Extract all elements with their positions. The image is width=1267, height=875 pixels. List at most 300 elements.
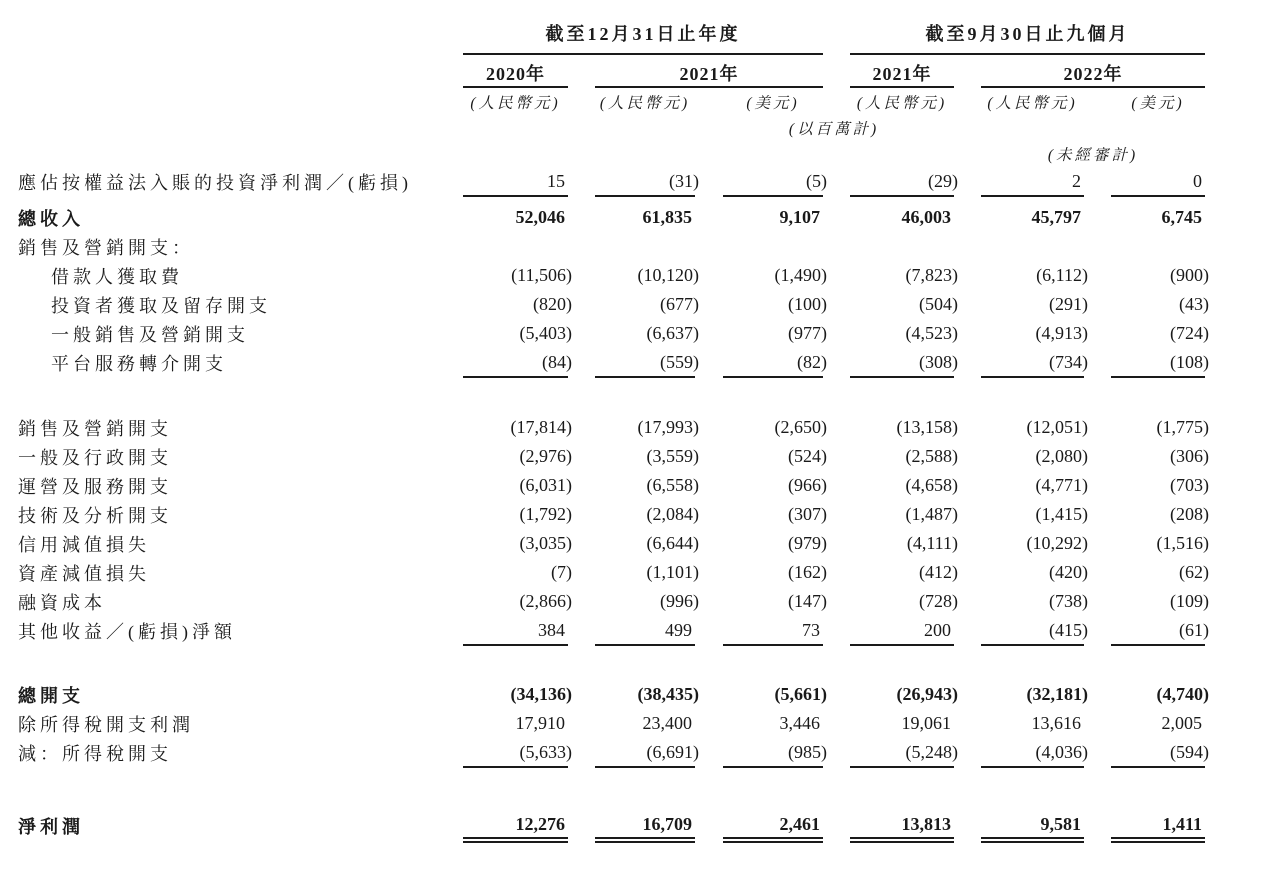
- row-label: 投資者獲取及留存開支: [51, 295, 271, 316]
- value-cell: [850, 203, 954, 232]
- column-gap: [823, 616, 850, 645]
- value: 45,797: [1031, 207, 1081, 227]
- value: (306): [1170, 446, 1210, 466]
- value: 2,461: [779, 813, 820, 834]
- column-gap: [954, 54, 981, 87]
- column-gap: [568, 529, 595, 558]
- value: 9,107: [779, 207, 820, 227]
- currency-label: (人民幣元): [987, 94, 1078, 112]
- value: (559): [660, 351, 699, 372]
- value: 46,003: [901, 207, 951, 227]
- value: 19,061: [901, 713, 951, 733]
- value: 13,616: [1031, 713, 1081, 733]
- value: (2,588): [905, 446, 958, 466]
- scale-note-row: [18, 115, 1205, 140]
- column-gap: [695, 811, 723, 840]
- table-row: [18, 709, 1205, 738]
- value: 384: [538, 619, 565, 640]
- value-cell: [463, 413, 572, 442]
- value: (1,775): [1156, 417, 1210, 437]
- value: (162): [788, 562, 827, 582]
- value: 6,745: [1161, 207, 1203, 227]
- column-gap: [954, 232, 981, 261]
- value: (82): [797, 351, 827, 372]
- currency-label: (人民幣元): [470, 94, 561, 112]
- column-gap: [823, 709, 850, 738]
- value-cell: [463, 348, 572, 377]
- value-cell: [463, 558, 572, 587]
- table-row: [18, 290, 1205, 319]
- column-gap: [695, 261, 723, 290]
- value: (2,866): [519, 591, 572, 611]
- period-group-title-ninemonth: 截至9月30日止九個月: [850, 20, 1205, 54]
- value-cell: [1111, 167, 1205, 196]
- value: (412): [919, 562, 958, 582]
- value-cell: [981, 413, 1088, 442]
- column-gap: [823, 20, 850, 54]
- value-cell: [850, 471, 958, 500]
- value: 17,910: [515, 713, 565, 733]
- column-gap: [695, 616, 723, 645]
- table-row: [18, 738, 1205, 767]
- value-cell: [595, 348, 699, 377]
- column-gap: [695, 471, 723, 500]
- value: (985): [788, 741, 827, 762]
- value: (291): [1049, 294, 1088, 314]
- value-cell: [850, 232, 954, 261]
- value-cell: [595, 442, 699, 471]
- row-label: 減：所得稅開支: [18, 743, 172, 764]
- value-cell: [463, 738, 572, 767]
- value-cell: [1111, 348, 1210, 377]
- value-cell: [981, 709, 1084, 738]
- value-cell: [981, 203, 1084, 232]
- value: (6,558): [646, 475, 699, 495]
- value-cell: [595, 167, 699, 196]
- value-cell: [595, 587, 699, 616]
- column-gap: [954, 167, 981, 196]
- table-row: [18, 167, 1205, 196]
- column-gap: [1084, 500, 1111, 529]
- column-gap: [954, 738, 981, 767]
- column-gap: [823, 290, 850, 319]
- value-cell: [595, 811, 695, 840]
- value: (594): [1170, 741, 1210, 762]
- column-gap: [1084, 558, 1111, 587]
- value-cell: [1111, 290, 1210, 319]
- column-gap: [823, 738, 850, 767]
- row-label: 總開支: [18, 685, 84, 706]
- value: (1,490): [774, 265, 827, 285]
- value: (4,658): [905, 475, 958, 495]
- column-gap: [823, 348, 850, 377]
- column-gap: [954, 348, 981, 377]
- column-gap: [695, 558, 723, 587]
- value: (420): [1049, 562, 1088, 582]
- spacer-row: [18, 767, 1205, 811]
- column-gap: [1084, 203, 1111, 232]
- value-cell: [723, 203, 823, 232]
- value: (61): [1179, 619, 1210, 640]
- spacer-row: [18, 645, 1205, 680]
- value-cell: [1111, 319, 1210, 348]
- value: (415): [1049, 619, 1088, 640]
- value: (4,036): [1035, 741, 1088, 762]
- value-cell: [463, 290, 572, 319]
- value-cell: [1111, 811, 1205, 840]
- column-gap: [568, 680, 595, 709]
- value-cell: [850, 442, 958, 471]
- value-cell: [463, 616, 568, 645]
- value: (1,516): [1156, 533, 1210, 553]
- value: 200: [924, 619, 951, 640]
- column-gap: [954, 529, 981, 558]
- value: (6,637): [646, 323, 699, 343]
- value: 61,835: [642, 207, 692, 227]
- currency-label: (人民幣元): [856, 94, 948, 112]
- value: (84): [542, 351, 572, 372]
- value-cell: [595, 558, 699, 587]
- value-cell: [595, 529, 699, 558]
- value: (32,181): [1026, 684, 1088, 704]
- value-cell: [1111, 471, 1210, 500]
- column-gap: [1084, 261, 1111, 290]
- value-cell: [723, 811, 823, 840]
- value-cell: [981, 232, 1084, 261]
- column-gap: [1084, 413, 1111, 442]
- value: 3,446: [779, 713, 820, 733]
- row-label: 資產減值損失: [18, 563, 150, 584]
- value-cell: [723, 290, 827, 319]
- value-cell: [981, 290, 1088, 319]
- value: (10,292): [1026, 533, 1088, 553]
- value-cell: [595, 413, 699, 442]
- column-gap: [823, 558, 850, 587]
- value-cell: [850, 319, 958, 348]
- value-cell: [463, 232, 568, 261]
- value-cell: [850, 348, 958, 377]
- table-row: [18, 529, 1205, 558]
- value: (6,112): [1036, 265, 1088, 285]
- value: (12,051): [1026, 417, 1088, 437]
- value: (966): [788, 475, 827, 495]
- value: (5,248): [905, 741, 958, 762]
- column-gap: [568, 471, 595, 500]
- value-cell: [981, 738, 1088, 767]
- column-gap: [695, 529, 723, 558]
- column-gap: [823, 232, 850, 261]
- value-cell: [463, 319, 572, 348]
- column-gap: [1084, 319, 1111, 348]
- spacer-row: [18, 377, 1205, 413]
- value-cell: [850, 709, 954, 738]
- value-cell: [723, 558, 827, 587]
- column-gap: [954, 500, 981, 529]
- empty-cell: [18, 20, 463, 54]
- column-gap: [954, 319, 981, 348]
- value-cell: [981, 811, 1084, 840]
- column-gap: [1084, 529, 1111, 558]
- value: (308): [919, 351, 958, 372]
- value: (208): [1170, 504, 1210, 524]
- value-cell: [850, 738, 958, 767]
- unaudited-note-row: [18, 140, 1205, 167]
- table-row: [18, 616, 1205, 645]
- column-gap: [1084, 616, 1111, 645]
- value: 13,813: [901, 813, 951, 834]
- column-gap: [954, 203, 981, 232]
- value: (34,136): [510, 684, 572, 704]
- value-cell: [723, 471, 827, 500]
- column-gap: [954, 558, 981, 587]
- value-cell: [1111, 529, 1210, 558]
- value-cell: [723, 680, 827, 709]
- value: (996): [660, 591, 699, 611]
- currency-label: (美元): [1131, 94, 1185, 112]
- table-row: [18, 680, 1205, 709]
- value-cell: [981, 680, 1088, 709]
- value-cell: [723, 738, 827, 767]
- value: (4,913): [1035, 323, 1088, 343]
- column-gap: [823, 203, 850, 232]
- currency-header-row: [18, 87, 1205, 115]
- row-label: 除所得稅開支利潤: [18, 714, 194, 735]
- value-cell: [850, 680, 958, 709]
- currency-label: (人民幣元): [599, 94, 691, 112]
- value: (31): [669, 170, 699, 191]
- table-row: [18, 232, 1205, 261]
- column-gap: [1084, 167, 1111, 196]
- value-cell: [463, 587, 572, 616]
- value-cell: [723, 167, 827, 196]
- value: (109): [1170, 591, 1210, 611]
- value: (6,644): [646, 533, 699, 553]
- column-gap: [954, 442, 981, 471]
- value: (7): [551, 562, 572, 582]
- table-row: [18, 500, 1205, 529]
- table-row: [18, 203, 1205, 232]
- value-cell: [1111, 709, 1205, 738]
- value: (7,823): [905, 265, 958, 285]
- value-cell: [850, 167, 958, 196]
- value: (1,101): [646, 562, 699, 582]
- column-gap: [695, 709, 723, 738]
- value-cell: [723, 442, 827, 471]
- column-gap: [568, 348, 595, 377]
- financial-table: [18, 20, 1210, 843]
- value: 12,276: [515, 813, 565, 834]
- value-cell: [850, 558, 958, 587]
- unaudited-note: (未經審計): [1047, 146, 1139, 164]
- value-cell: [850, 261, 958, 290]
- value-cell: [595, 471, 699, 500]
- value: (524): [788, 446, 827, 466]
- column-gap: [695, 500, 723, 529]
- value: (738): [1049, 591, 1088, 611]
- row-label: 銷售及營銷開支: [18, 418, 172, 439]
- value-cell: [463, 680, 572, 709]
- empty-cell: [18, 54, 463, 87]
- value: 52,046: [515, 207, 565, 227]
- value: (6,031): [519, 475, 572, 495]
- value: (2,976): [519, 446, 572, 466]
- value-cell: [850, 413, 958, 442]
- column-gap: [695, 587, 723, 616]
- column-gap: [823, 500, 850, 529]
- value: (100): [788, 294, 827, 314]
- column-gap: [568, 167, 595, 196]
- column-gap: [695, 87, 723, 115]
- value: (724): [1170, 323, 1210, 343]
- value-cell: [723, 587, 827, 616]
- value: (4,740): [1156, 684, 1210, 704]
- value-cell: [1111, 442, 1210, 471]
- value-cell: [595, 738, 699, 767]
- value: (3,559): [646, 446, 699, 466]
- column-gap: [1084, 738, 1111, 767]
- column-gap: [1084, 442, 1111, 471]
- value: (17,993): [637, 417, 699, 437]
- row-label: 銷售及營銷開支：: [18, 237, 194, 258]
- value: 15: [547, 170, 565, 191]
- value: (504): [919, 294, 958, 314]
- table-row: [18, 811, 1205, 840]
- value-cell: [1111, 680, 1210, 709]
- value-cell: [595, 290, 699, 319]
- value-cell: [850, 811, 954, 840]
- column-gap: [695, 167, 723, 196]
- column-gap: [954, 87, 981, 115]
- column-gap: [568, 500, 595, 529]
- spacer-cell: [18, 377, 1205, 413]
- year-header-2020: 2020年: [463, 54, 568, 87]
- column-gap: [568, 616, 595, 645]
- value-cell: [723, 500, 827, 529]
- value-cell: [850, 290, 958, 319]
- value-cell: [595, 261, 699, 290]
- table-row: [18, 348, 1205, 377]
- value-cell: [463, 203, 568, 232]
- value-cell: [723, 232, 823, 261]
- column-gap: [568, 54, 595, 87]
- empty-cell: [18, 87, 463, 115]
- column-gap: [823, 811, 850, 840]
- column-gap: [1084, 87, 1111, 115]
- value-cell: [463, 709, 568, 738]
- column-gap: [823, 471, 850, 500]
- value: (307): [788, 504, 827, 524]
- row-label: 總收入: [18, 208, 84, 229]
- value-cell: [595, 232, 695, 261]
- column-gap: [823, 442, 850, 471]
- value-cell: [981, 529, 1088, 558]
- column-gap: [568, 261, 595, 290]
- column-gap: [1084, 587, 1111, 616]
- value-cell: [1111, 616, 1210, 645]
- value-cell: [463, 167, 568, 196]
- column-gap: [695, 319, 723, 348]
- column-gap: [823, 529, 850, 558]
- value-cell: [595, 203, 695, 232]
- column-gap: [695, 348, 723, 377]
- value: (703): [1170, 475, 1210, 495]
- row-label: 借款人獲取費: [51, 266, 183, 287]
- value: 0: [1193, 170, 1203, 191]
- column-gap: [1084, 348, 1111, 377]
- spacer-row: [18, 196, 1205, 203]
- value-cell: [595, 500, 699, 529]
- value: (2,084): [646, 504, 699, 524]
- table-row: [18, 261, 1205, 290]
- value: 499: [665, 619, 692, 640]
- column-gap: [1084, 709, 1111, 738]
- value-cell: [723, 319, 827, 348]
- value-cell: [463, 261, 572, 290]
- column-gap: [568, 709, 595, 738]
- column-gap: [568, 319, 595, 348]
- value: (4,111): [906, 533, 958, 553]
- value: (6,691): [646, 741, 699, 762]
- value: (3,035): [519, 533, 572, 553]
- column-gap: [568, 290, 595, 319]
- value-cell: [595, 680, 699, 709]
- value-cell: [1111, 738, 1210, 767]
- value: 2: [1072, 170, 1081, 191]
- value: (38,435): [637, 684, 699, 704]
- value: (5,403): [519, 323, 572, 343]
- value: (5,633): [519, 741, 572, 762]
- row-label: 技術及分析開支: [18, 505, 172, 526]
- column-gap: [568, 232, 595, 261]
- row-label: 一般及行政開支: [18, 447, 172, 468]
- table-row: [18, 413, 1205, 442]
- column-gap: [954, 471, 981, 500]
- value-cell: [463, 811, 568, 840]
- value-cell: [1111, 232, 1205, 261]
- column-gap: [568, 558, 595, 587]
- value-cell: [981, 616, 1088, 645]
- value: 73: [802, 619, 820, 640]
- value-cell: [981, 261, 1088, 290]
- value-cell: [463, 471, 572, 500]
- row-label: 運營及服務開支: [18, 476, 172, 497]
- column-gap: [954, 587, 981, 616]
- value: (734): [1049, 351, 1088, 372]
- table-header: [18, 20, 1205, 167]
- table-row: [18, 442, 1205, 471]
- value: 23,400: [642, 713, 692, 733]
- value-cell: [1111, 261, 1210, 290]
- value-cell: [595, 319, 699, 348]
- value: (108): [1170, 351, 1210, 372]
- column-gap: [954, 261, 981, 290]
- value: (147): [788, 591, 827, 611]
- value: (4,523): [905, 323, 958, 343]
- column-gap: [954, 616, 981, 645]
- value-cell: [981, 167, 1084, 196]
- value-cell: [850, 616, 954, 645]
- value: (1,487): [905, 504, 958, 524]
- value-cell: [595, 616, 695, 645]
- value-cell: [723, 529, 827, 558]
- value: (5): [806, 170, 827, 191]
- row-label: 其他收益／(虧損)淨額: [18, 621, 236, 642]
- column-gap: [568, 587, 595, 616]
- value-cell: [1111, 558, 1210, 587]
- value: (13,158): [896, 417, 958, 437]
- column-gap: [1084, 471, 1111, 500]
- value: (820): [533, 294, 572, 314]
